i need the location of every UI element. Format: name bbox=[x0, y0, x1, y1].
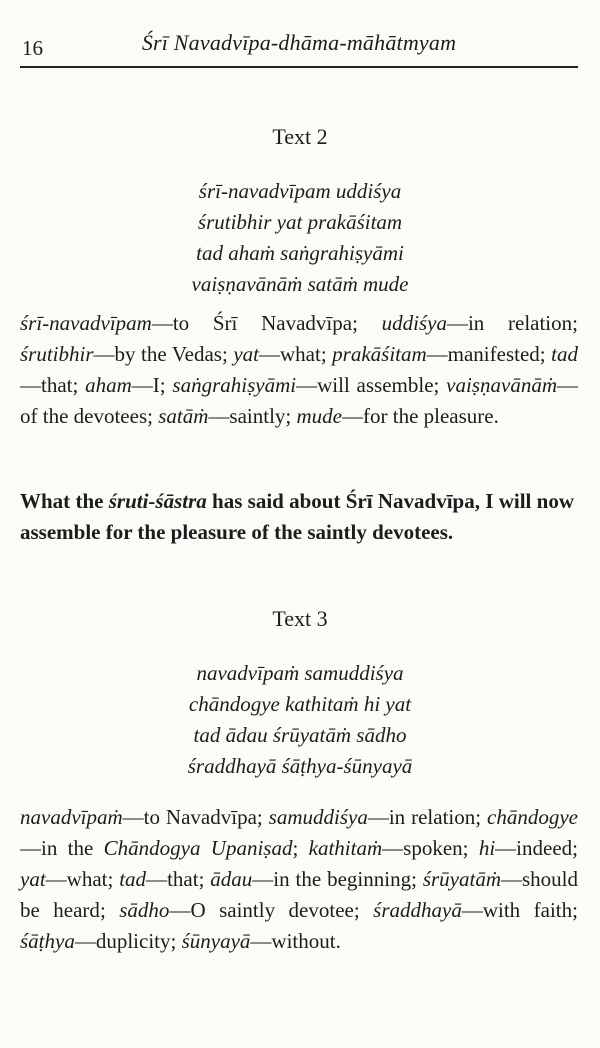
synonym-term: śrī-navadvīpam bbox=[20, 311, 152, 335]
synonym-term: hi bbox=[478, 836, 496, 860]
verse-line: tad ādau śrūyatāṁ sādho bbox=[193, 723, 407, 747]
translation-part: What the bbox=[20, 489, 109, 513]
synonym-meaning: by the Vedas bbox=[114, 342, 222, 366]
synonym-term: śrutibhir bbox=[20, 342, 94, 366]
synonym-meaning: O saintly devotee bbox=[190, 898, 354, 922]
page-header bbox=[20, 20, 578, 68]
synonym-meaning: in relation bbox=[467, 311, 573, 335]
section-heading-text-3: Text 3 bbox=[272, 606, 328, 631]
synonym-meaning-italic: Chāndogya Upaniṣad bbox=[103, 836, 293, 860]
synonym-meaning: that bbox=[41, 373, 73, 397]
synonym-meaning: will assemble bbox=[317, 373, 434, 397]
synonym-meaning: what bbox=[279, 342, 321, 366]
synonym-meaning: should be heard bbox=[20, 867, 578, 922]
verse-line: navadvīpaṁ samuddiśya bbox=[196, 661, 404, 685]
translation-italic-term: śruti-śāstra bbox=[108, 489, 207, 513]
translation-part: has said about Śrī Navadvīpa, I will now assemble for the pleasure of the saintly devotees. bbox=[20, 489, 574, 544]
verse-line: śrī-navadvīpam uddiśya bbox=[198, 179, 402, 203]
synonym-meaning: for the pleasure. bbox=[363, 404, 499, 428]
section-heading-text-2: Text 2 bbox=[272, 124, 328, 149]
synonym-meaning: what bbox=[66, 867, 108, 891]
synonym-term: prakāśitam bbox=[332, 342, 427, 366]
synonym-term: śraddhayā bbox=[373, 898, 462, 922]
synonym-meaning: duplicity bbox=[95, 929, 171, 953]
synonym-term: sādho bbox=[119, 898, 170, 922]
synonym-term: yat bbox=[233, 342, 259, 366]
synonyms-text-2: śrī-navadvīpam—to Śrī Navadvīpa; uddiśya—in relation; śrutibhir—by the Vedas; yat—what; prakāśitam—manifested; tad—that; aham—I; saṅgrahiṣyāmi—will assemble; vaiṣṇavānāṁ—of the devotees; satāṁ—saintly; mude—for the pleasure. bbox=[20, 311, 578, 428]
synonym-term: ādau bbox=[210, 867, 253, 891]
synonym-term: saṅgrahiṣyāmi bbox=[172, 373, 297, 397]
verse-line: śrutibhir yat prakāśitam bbox=[197, 210, 403, 234]
page-number: 16 bbox=[22, 36, 43, 60]
synonym-meaning: to Navadvīpa bbox=[143, 805, 257, 829]
synonym-term: śāṭhya bbox=[20, 929, 75, 953]
translation-text-2 bbox=[20, 486, 574, 548]
verse-text-3 bbox=[0, 658, 600, 782]
synonym-meaning: indeed bbox=[516, 836, 573, 860]
synonym-term: vaiṣṇavānāṁ bbox=[446, 373, 557, 397]
synonym-meaning: with faith bbox=[482, 898, 573, 922]
synonym-term: tad bbox=[119, 867, 147, 891]
synonym-meaning: in the bbox=[41, 836, 104, 860]
synonym-meaning: I bbox=[152, 373, 160, 397]
synonym-term: aham bbox=[85, 373, 132, 397]
synonyms-text-3: navadvīpaṁ—to Navadvīpa; samuddiśya—in relation; chāndogye—in the Chāndogya Upaniṣad; kathitaṁ—spoken; hi—indeed; yat—what; tad—that; ādau—in the beginning; śrūyatāṁ—should be heard; sādho—O saintly devotee; śraddhayā—with faith; śāṭhya—duplicity; śūnyayā—without. bbox=[20, 805, 578, 953]
synonym-term: uddiśya bbox=[381, 311, 447, 335]
synonym-meaning: without. bbox=[271, 929, 341, 953]
synonym-meaning: that bbox=[167, 867, 199, 891]
synonym-term: tad bbox=[551, 342, 578, 366]
running-title: Śrī Navadvīpa-dhāma-māhātmyam bbox=[141, 30, 457, 55]
synonym-term: kathitaṁ bbox=[308, 836, 383, 860]
verse-text-2 bbox=[0, 176, 600, 300]
synonym-term: satāṁ bbox=[158, 404, 209, 428]
synonym-term: śūnyayā bbox=[181, 929, 251, 953]
verse-line: vaiṣṇavānāṁ satāṁ mude bbox=[191, 272, 409, 296]
synonym-term: navadvīpaṁ bbox=[20, 805, 123, 829]
synonym-meaning: to Śrī Navadvīpa bbox=[172, 311, 353, 335]
synonym-term: yat bbox=[20, 867, 46, 891]
synonym-meaning: manifested bbox=[447, 342, 540, 366]
synonym-term: chāndogye bbox=[487, 805, 578, 829]
verse-line: śraddhayā śāṭhya-śūnyayā bbox=[187, 754, 413, 778]
verse-line: chāndogye kathitaṁ hi yat bbox=[188, 692, 412, 716]
synonym-meaning: in relation bbox=[388, 805, 476, 829]
synonym-meaning: spoken bbox=[403, 836, 463, 860]
synonym-term: mude bbox=[296, 404, 342, 428]
synonym-term: śrūyatāṁ bbox=[422, 867, 501, 891]
verse-line: tad ahaṁ saṅgrahiṣyāmi bbox=[196, 241, 404, 265]
synonym-meaning: of the devotees bbox=[20, 404, 148, 428]
synonym-meaning: in the beginning bbox=[273, 867, 412, 891]
synonym-meaning: saintly bbox=[229, 404, 286, 428]
synonym-term: samuddiśya bbox=[268, 805, 368, 829]
